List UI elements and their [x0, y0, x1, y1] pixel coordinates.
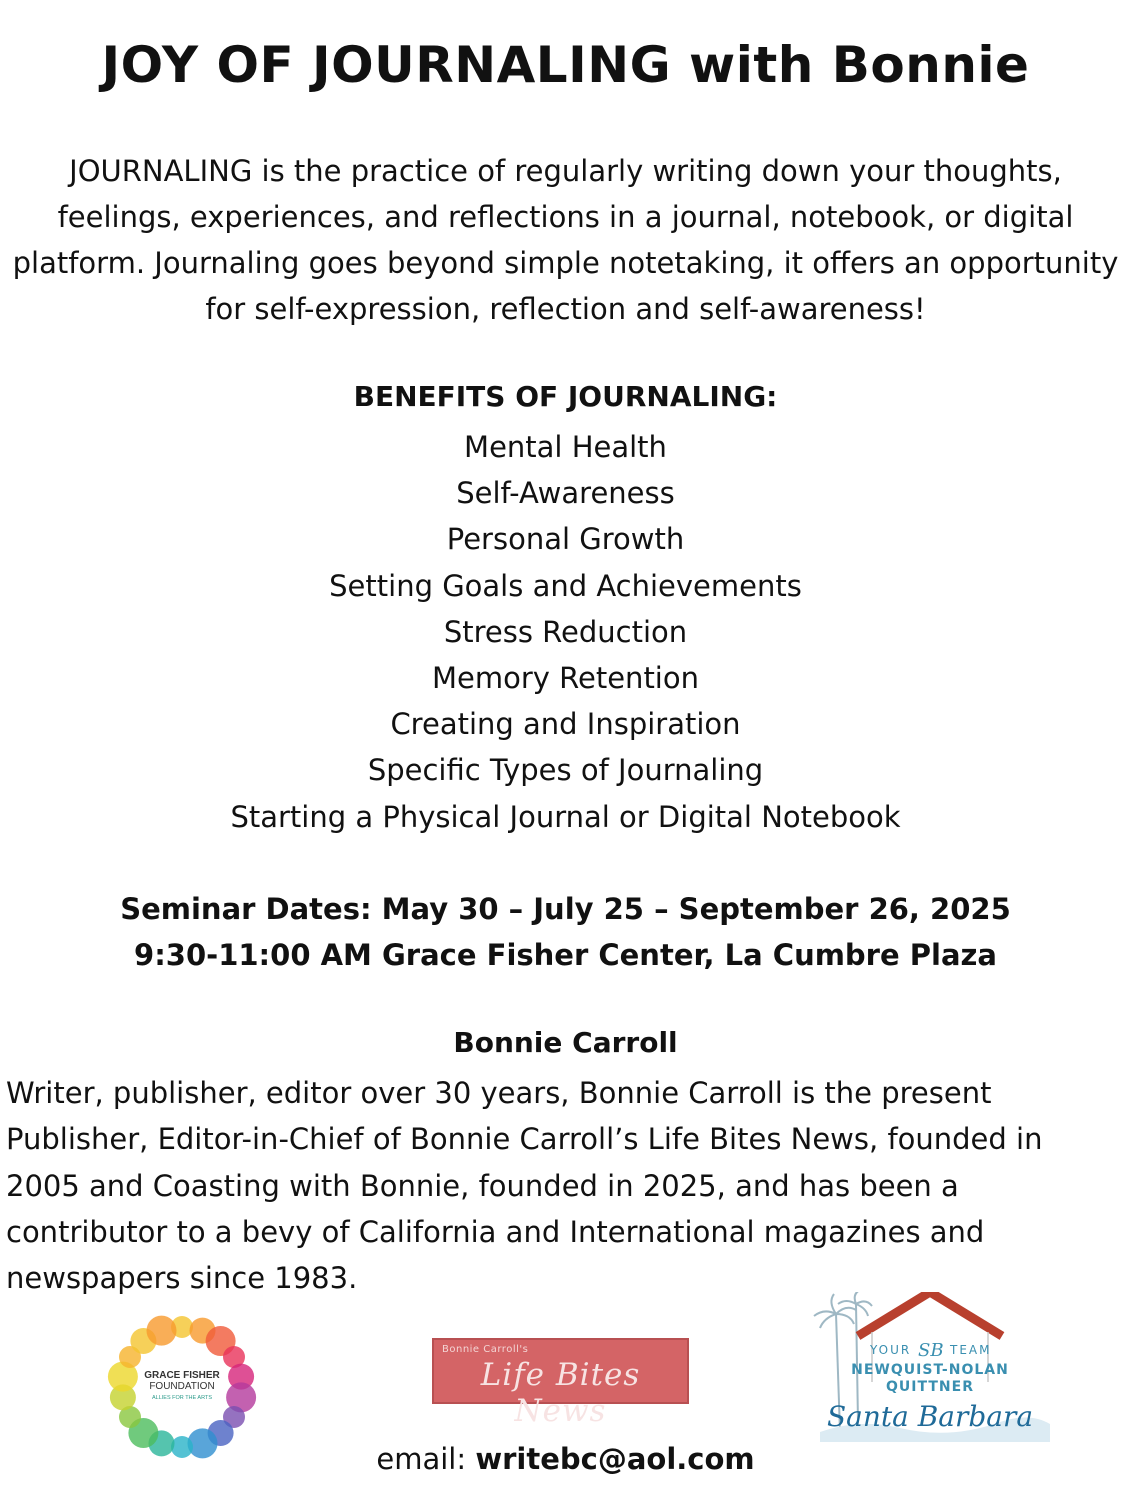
sb-team-logo-graphic — [800, 1292, 1060, 1452]
grace-fisher-logo — [104, 1312, 260, 1462]
benefit-item: Starting a Physical Journal or Digital Notebook — [230, 799, 901, 834]
seminar-dates: Seminar Dates: May 30 – July 25 – September 26, 2025 — [120, 892, 1011, 926]
benefit-item: Setting Goals and Achievements — [329, 568, 802, 603]
email-address[interactable]: writebc@aol.com — [475, 1442, 755, 1476]
benefits-heading: BENEFITS OF JOURNALING: — [353, 380, 778, 413]
benefit-item: Stress Reduction — [443, 614, 688, 649]
intro-paragraph: JOURNALING is the practice of regularly writing down your thoughts, feelings, experiences, and reflections in a journal, notebook, or digital platform. Journaling goes beyond simple notetaking, it offers an opportunity for self-expression, reflection and self-awareness! — [12, 154, 1119, 326]
sb-team-logo — [800, 1292, 1060, 1452]
gf-line2: FOUNDATION — [149, 1381, 215, 1392]
lbn-small-text: Bonnie Carroll's — [442, 1344, 529, 1355]
watercolor-dot — [147, 1316, 177, 1346]
benefits-list — [0, 424, 1131, 840]
sb-line3: QUITTNER — [886, 1379, 974, 1395]
benefit-item: Specific Types of Journaling — [367, 753, 764, 788]
contact-email — [0, 1442, 1131, 1476]
sb-initials: SB — [918, 1340, 944, 1361]
benefit-item: Creating and Inspiration — [390, 707, 741, 742]
sb-your: YOUR — [870, 1343, 912, 1357]
author-name: Bonnie Carroll — [453, 1026, 678, 1059]
grace-fisher-logo-graphic — [104, 1312, 260, 1462]
roof-icon — [858, 1292, 1002, 1336]
seminar-time-place: 9:30-11:00 AM Grace Fisher Center, La Cumbre Plaza — [134, 938, 997, 972]
sb-script: Santa Barbara — [826, 1400, 1034, 1433]
page-title: JOY OF JOURNALING with Bonnie — [101, 36, 1030, 94]
life-bites-news-logo — [432, 1338, 689, 1429]
gf-line3: ALLIES FOR THE ARTS — [151, 1395, 213, 1401]
benefit-item: Personal Growth — [446, 522, 685, 557]
gf-line1: GRACE FISHER — [144, 1370, 220, 1381]
lbn-script-text: Life Bites News — [480, 1357, 641, 1429]
benefit-item: Memory Retention — [432, 661, 699, 696]
benefit-item: Mental Health — [464, 430, 667, 464]
sb-line2: NEWQUIST-NOLAN — [851, 1362, 1009, 1378]
author-bio: Writer, publisher, editor over 30 years, Bonnie Carroll is the present Publisher, Editor-in-Chief of Bonnie Carroll’s Life Bites News, founded in 2005 and Coasting with Bonnie, founded in 2025, and has been a contributor to a bevy of California and International magazines and newspapers since 1983. — [6, 1076, 1043, 1296]
seminar-info — [0, 886, 1131, 978]
email-label: email: — [376, 1442, 467, 1476]
sb-team: TEAM — [950, 1343, 992, 1357]
benefit-item: Self-Awareness — [456, 476, 675, 511]
